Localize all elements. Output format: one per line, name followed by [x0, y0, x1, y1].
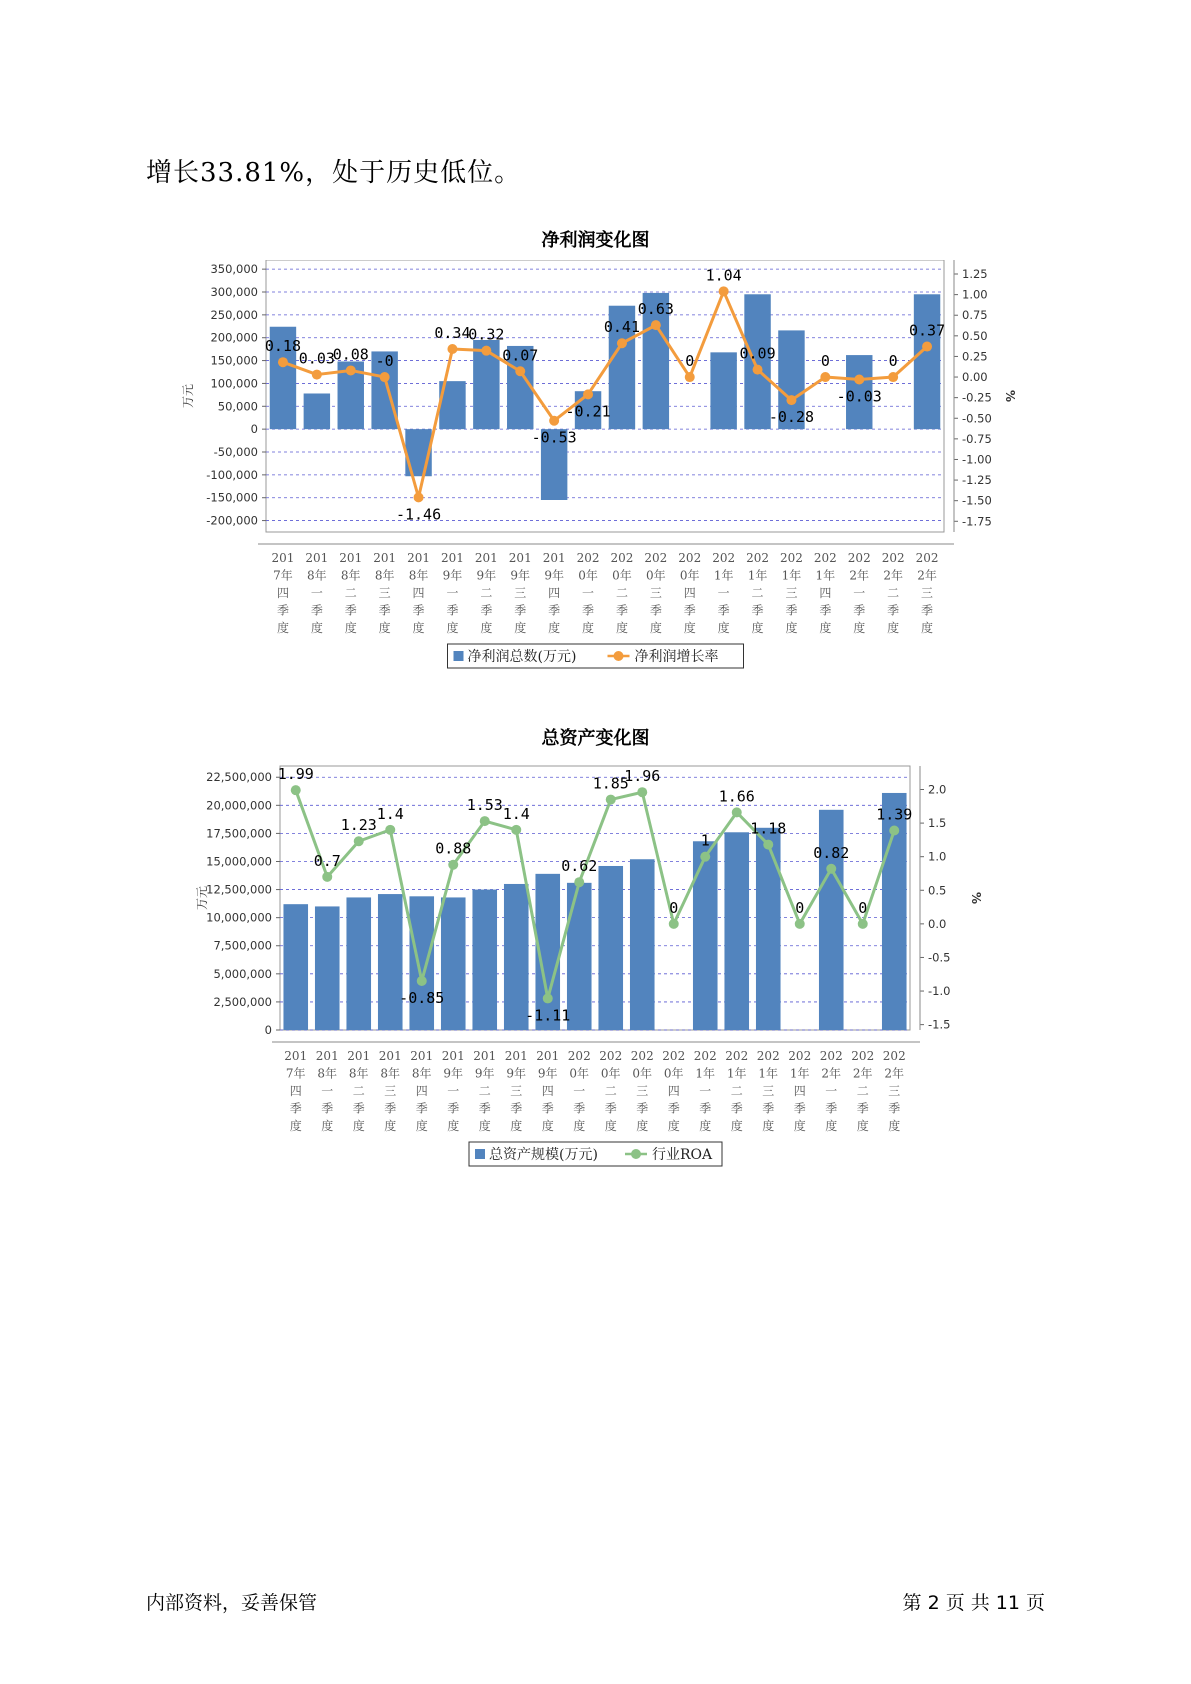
line-point — [515, 366, 525, 376]
data-label: 0.07 — [502, 346, 539, 365]
x-tick-label: 201 8年一季度 — [315, 1049, 339, 1133]
y2-tick-label: 1.0 — [928, 849, 947, 864]
x-tick-label: 202 1年二季度 — [725, 1049, 749, 1133]
data-label: 1.4 — [376, 804, 404, 823]
line-point — [700, 852, 710, 862]
x-tick-label: 201 9年三季度 — [508, 551, 532, 635]
y-tick-label: 200,000 — [210, 330, 258, 345]
data-label: -1.11 — [525, 1006, 571, 1025]
y-tick-label: 10,000,000 — [206, 910, 272, 925]
x-tick-label: 202 2年二季度 — [851, 1049, 875, 1133]
x-tick-label: 202 0年二季度 — [610, 551, 634, 635]
y2-tick-label: -0.75 — [962, 431, 992, 446]
y-tick-label: 20,000,000 — [206, 798, 272, 813]
bar — [315, 906, 340, 1030]
x-tick-label: 202 1年三季度 — [779, 551, 803, 635]
data-label: 1.23 — [340, 816, 377, 835]
x-tick-label: 201 9年四季度 — [542, 551, 566, 635]
y-tick-label: 50,000 — [217, 399, 258, 414]
data-label: -0.03 — [836, 387, 882, 406]
line-point — [417, 976, 427, 986]
x-tick-label: 201 9年一季度 — [441, 1049, 465, 1133]
data-label: 0 — [888, 352, 898, 371]
data-label: 0.7 — [313, 851, 341, 870]
x-tick-label: 202 1年一季度 — [712, 551, 736, 635]
y-tick-label: -150,000 — [206, 490, 258, 505]
line-point — [888, 372, 898, 382]
bar — [441, 897, 466, 1030]
legend-line-marker — [631, 1149, 641, 1159]
x-tick-label: 202 2年三季度 — [915, 551, 939, 635]
line-point — [291, 785, 301, 795]
data-label: 0.62 — [561, 857, 598, 876]
bar — [378, 894, 403, 1030]
line-point — [617, 338, 627, 348]
bar — [693, 841, 718, 1030]
line-point — [763, 840, 773, 850]
y2-tick-label: -1.5 — [928, 1017, 951, 1032]
data-label: 0.88 — [435, 839, 472, 858]
x-tick-label: 201 8年三季度 — [373, 551, 397, 635]
data-label: 0.37 — [908, 321, 946, 340]
line-point — [583, 389, 593, 399]
y2-tick-label: 0.50 — [962, 328, 988, 343]
line-point — [795, 919, 805, 929]
y-tick-label: 7,500,000 — [213, 938, 272, 953]
y2-tick-label: -1.50 — [962, 493, 992, 508]
y-tick-label: 5,000,000 — [213, 966, 272, 981]
bar — [304, 393, 330, 429]
line-point — [354, 836, 364, 846]
x-tick-label: 201 8年二季度 — [347, 1049, 371, 1133]
bar — [914, 294, 940, 429]
line-point — [637, 787, 647, 797]
legend-line-marker — [614, 651, 624, 661]
line-point — [889, 825, 899, 835]
data-label: 1 — [700, 831, 710, 850]
y2-tick-label: 0.75 — [962, 308, 988, 323]
line-point — [322, 872, 332, 882]
footer-confidential: 内部资料，妥善保管 — [146, 1592, 318, 1614]
x-tick-label: 201 9年一季度 — [440, 551, 464, 635]
x-tick-label: 202 1年三季度 — [756, 1049, 780, 1133]
chart1-title: 净利润变化图 — [541, 230, 650, 251]
line-point — [481, 346, 491, 356]
x-tick-label: 201 8年三季度 — [378, 1049, 402, 1133]
y2-tick-label: -0.25 — [962, 390, 992, 405]
data-label: 0 — [820, 352, 830, 371]
line-point — [549, 416, 559, 426]
bar — [567, 883, 592, 1030]
data-label: 1.18 — [750, 819, 787, 838]
data-label: 0.08 — [332, 345, 369, 364]
y2-tick-label: -1.0 — [928, 984, 951, 999]
data-label: -0.53 — [531, 428, 577, 447]
bar — [630, 859, 655, 1030]
data-label: 0.09 — [739, 344, 776, 363]
line-point — [820, 372, 830, 382]
x-tick-label: 201 9年二季度 — [474, 551, 498, 635]
bar — [724, 832, 749, 1030]
y-tick-label: 2,500,000 — [213, 994, 272, 1009]
data-label: 0.03 — [298, 349, 335, 368]
y2-tick-label: -1.00 — [962, 452, 992, 467]
footer-page-number: 第 2 页 共 11 页 — [902, 1592, 1045, 1614]
y2-tick-label: 0.5 — [928, 883, 947, 898]
line-point — [854, 375, 864, 385]
line-point — [385, 825, 395, 835]
bar — [756, 828, 781, 1030]
net-profit-chart — [0, 260, 1191, 700]
y-tick-label: 250,000 — [210, 307, 258, 322]
x-tick-label: 202 0年一季度 — [567, 1049, 591, 1133]
data-label: 0.32 — [468, 325, 505, 344]
data-label: 0 — [858, 898, 868, 917]
data-label: 1.39 — [876, 805, 913, 824]
bar — [283, 904, 308, 1030]
data-label: -1.46 — [395, 505, 442, 524]
y-tick-label: 100,000 — [210, 376, 258, 391]
line-point — [685, 372, 695, 382]
y-tick-label: 0 — [264, 1023, 272, 1037]
data-label: 0.34 — [434, 324, 471, 343]
y2-tick-label: -0.50 — [962, 411, 992, 426]
y2-tick-label: 1.5 — [928, 816, 947, 831]
y2-tick-label: 2.0 — [928, 782, 947, 797]
x-tick-label: 201 9年二季度 — [473, 1049, 497, 1133]
data-label: 1.53 — [466, 796, 503, 815]
line-point — [574, 877, 584, 887]
data-label: 0 — [669, 898, 679, 917]
intro-paragraph: 增长33.81%，处于历史低位。 — [146, 158, 522, 188]
x-tick-label: 201 7年四季度 — [284, 1049, 308, 1133]
y-tick-label: 15,000,000 — [206, 854, 272, 869]
bar — [598, 866, 623, 1030]
line-point — [669, 919, 679, 929]
line-point — [719, 286, 729, 296]
data-label: 1.04 — [705, 266, 742, 285]
legend-bar-label: 净利润总数(万元) — [467, 649, 577, 665]
data-label: 0 — [685, 352, 695, 371]
line-point — [922, 342, 932, 352]
y2-tick-label: -1.75 — [962, 514, 992, 529]
x-tick-label: 202 1年四季度 — [813, 551, 837, 635]
x-tick-label: 202 0年二季度 — [599, 1049, 623, 1133]
bar — [710, 352, 736, 429]
line-point — [312, 370, 322, 380]
data-label: -0 — [375, 352, 394, 371]
x-tick-label: 202 0年一季度 — [576, 551, 600, 635]
y2-axis-title: % — [969, 891, 983, 905]
y-tick-label: 0 — [250, 422, 258, 437]
data-label: 0 — [795, 898, 805, 917]
data-label: 0.63 — [637, 300, 674, 319]
line-point — [826, 864, 836, 874]
line-point — [732, 807, 742, 817]
x-tick-label: 202 1年四季度 — [788, 1049, 812, 1133]
y-tick-label: -200,000 — [206, 513, 258, 528]
y-tick-label: 350,000 — [210, 262, 258, 277]
data-label: -0.21 — [565, 402, 611, 421]
y2-tick-label: 1.00 — [962, 287, 988, 302]
x-tick-label: 201 7年四季度 — [271, 551, 295, 635]
y2-tick-label: 0.0 — [928, 916, 947, 931]
y2-tick-label: 0.00 — [962, 370, 988, 385]
line-point — [786, 395, 796, 405]
line-point — [480, 816, 490, 826]
x-tick-label: 201 9年三季度 — [504, 1049, 528, 1133]
x-tick-label: 202 0年四季度 — [662, 1049, 686, 1133]
x-tick-label: 201 8年一季度 — [305, 551, 329, 635]
bar — [346, 897, 371, 1030]
y2-tick-label: -0.5 — [928, 950, 951, 965]
x-tick-label: 202 2年二季度 — [881, 551, 905, 635]
y-tick-label: 22,500,000 — [206, 770, 272, 785]
data-label: 1.85 — [592, 774, 629, 793]
line-point — [380, 372, 390, 382]
y2-axis-title: % — [1003, 389, 1017, 403]
data-label: 1.4 — [502, 804, 530, 823]
line-point — [858, 919, 868, 929]
y-tick-label: 150,000 — [210, 353, 258, 368]
x-tick-label: 202 0年四季度 — [678, 551, 702, 635]
y-axis-title: 万元 — [181, 383, 195, 409]
legend-line-label: 净利润增长率 — [634, 649, 719, 665]
line-point — [448, 860, 458, 870]
y-tick-label: -100,000 — [206, 467, 258, 482]
line-point — [753, 365, 763, 375]
line-point — [606, 795, 616, 805]
data-label: 1.66 — [718, 787, 755, 806]
y-tick-label: 12,500,000 — [206, 882, 272, 897]
y2-tick-label: 0.25 — [962, 349, 988, 364]
legend-bar-swatch — [454, 651, 464, 661]
x-tick-label: 202 2年三季度 — [882, 1049, 906, 1133]
data-label: 1.99 — [277, 765, 314, 784]
x-tick-label: 202 2年一季度 — [819, 1049, 843, 1133]
line-point — [651, 320, 661, 330]
bar — [409, 896, 434, 1030]
y-tick-label: -50,000 — [213, 445, 258, 459]
x-tick-label: 201 9年四季度 — [536, 1049, 560, 1133]
line-point — [543, 993, 553, 1003]
data-label: -0.28 — [768, 408, 815, 427]
legend-line-label: 行业ROA — [652, 1147, 713, 1163]
x-tick-label: 202 0年三季度 — [630, 1049, 654, 1133]
data-label: 1.96 — [624, 767, 661, 786]
legend-bar-label: 总资产规模(万元) — [489, 1147, 598, 1163]
legend-bar-swatch — [475, 1149, 485, 1159]
x-tick-label: 202 1年一季度 — [693, 1049, 717, 1133]
line-point — [278, 357, 288, 367]
line-point — [414, 492, 424, 502]
data-label: 0.18 — [264, 337, 302, 356]
y-axis-title: 万元 — [195, 885, 209, 911]
data-label: -0.85 — [399, 988, 445, 1007]
data-label: 0.41 — [603, 318, 641, 337]
x-tick-label: 202 1年二季度 — [746, 551, 770, 635]
x-tick-label: 201 8年四季度 — [407, 551, 431, 635]
x-tick-label: 201 8年二季度 — [339, 551, 363, 635]
y-tick-label: 300,000 — [210, 285, 258, 299]
line-point — [511, 825, 521, 835]
x-tick-label: 202 2年一季度 — [847, 551, 871, 635]
y2-tick-label: 1.25 — [962, 267, 988, 282]
chart2-title: 总资产变化图 — [541, 728, 650, 749]
bar — [472, 890, 497, 1030]
x-tick-label: 202 0年三季度 — [644, 551, 668, 635]
data-label: 0.82 — [813, 843, 850, 862]
line-point — [447, 344, 457, 354]
total-assets-chart — [0, 758, 1191, 1198]
y-tick-label: 17,500,000 — [206, 826, 272, 841]
line-point — [346, 365, 356, 375]
x-tick-label: 201 8年四季度 — [410, 1049, 434, 1133]
y2-tick-label: -1.25 — [962, 473, 992, 488]
